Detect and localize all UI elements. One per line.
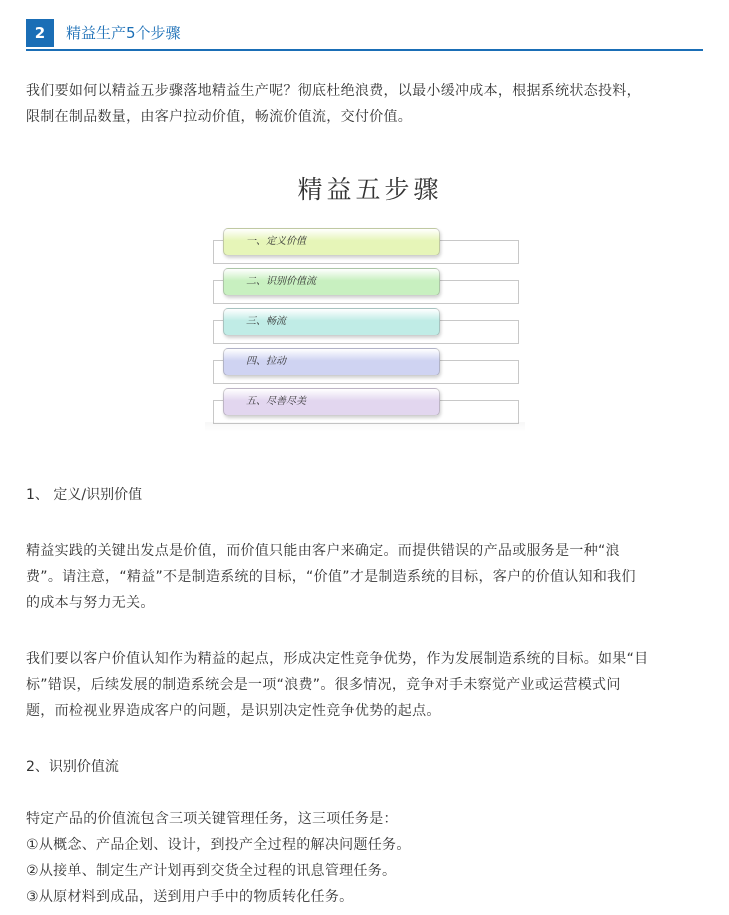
step-box: [223, 388, 440, 416]
intro-paragraph: [26, 78, 706, 130]
s1p2-line-2: 标”错误，后续发展的制造系统会是一项“浪费”。很多情况，竞争对手未察觉产业或运营模式问: [26, 677, 621, 693]
step-box: [223, 268, 440, 296]
intro-line-1: 我们要如何以精益五步骤落地精益生产呢？彻底杜绝浪费，以最小缓冲成本，根据系统状态投料，: [26, 83, 641, 99]
step-box: [223, 308, 440, 336]
step-label: 五、尽善尽美: [246, 396, 306, 407]
list-item: ③从原材料到成品，送到用户手中的物质转化任务。: [26, 889, 354, 905]
figure-reflection: [205, 422, 525, 432]
section2-heading: 2、识别价值流: [26, 759, 119, 775]
s1p1-line-3: 的成本与努力无关。: [26, 595, 155, 611]
figure-title: 精益五步骤: [297, 175, 443, 204]
step-label: 三、畅流: [246, 316, 286, 327]
step-label: 一、定义价值: [246, 236, 306, 247]
intro-line-2: 限制在制品数量，由客户拉动价值，畅流价值流，交付价值。: [26, 109, 413, 125]
step-label: 四、拉动: [246, 356, 286, 367]
step-box: [223, 228, 440, 256]
lean-five-steps-figure: [205, 160, 590, 472]
s1p1-line-2: 费”。请注意，“精益”不是制造系统的目标，“价值”才是制造系统的目标，客户的价值认知和我们: [26, 569, 636, 585]
step-row-4: [213, 348, 519, 388]
step-box: [223, 348, 440, 376]
section2-intro: 特定产品的价值流包含三项关键管理任务，这三项任务是：: [26, 811, 398, 827]
s1p1-line-1: 精益实践的关键出发点是价值，而价值只能由客户来确定。而提供错误的产品或服务是一种“浪: [26, 543, 620, 559]
section1-paragraph-2: [26, 646, 706, 724]
section-number-badge: 2: [26, 19, 54, 47]
step-row-3: [213, 308, 519, 348]
list-item: ②从接单、制定生产计划再到交货全过程的讯息管理任务。: [26, 863, 397, 879]
list-item: ①从概念、产品企划、设计，到投产全过程的解决问题任务。: [26, 837, 411, 853]
s1p2-line-3: 题，而检视业界造成客户的问题，是识别决定性竞争优势的起点。: [26, 703, 441, 719]
section1-heading: 1、 定义/识别价值: [26, 487, 143, 503]
section1-paragraph-1: [26, 538, 706, 616]
section2-list: [26, 806, 706, 910]
step-row-1: [213, 228, 519, 268]
section-title: 精益生产5个步骤: [66, 24, 181, 42]
step-label: 二、识别价值流: [246, 276, 316, 287]
s1p2-line-1: 我们要以客户价值认知作为精益的起点，形成决定性竞争优势，作为发展制造系统的目标。如果“目: [26, 651, 649, 667]
section-header: [26, 19, 703, 51]
step-row-2: [213, 268, 519, 308]
